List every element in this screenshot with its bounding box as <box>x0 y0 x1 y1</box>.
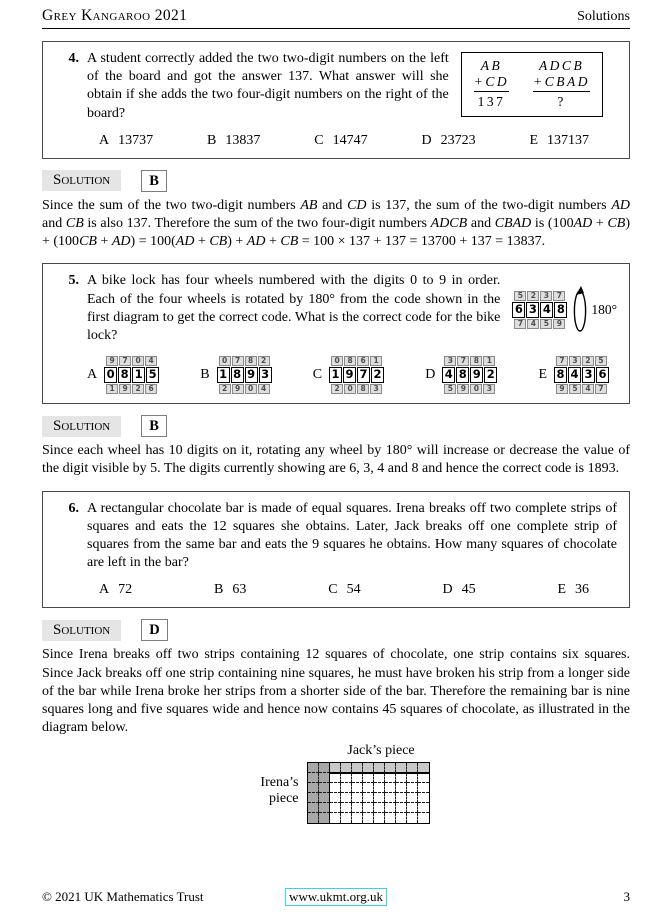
option-b: B 63 <box>214 582 247 598</box>
footer-link[interactable]: www.ukmt.org.uk <box>285 888 387 906</box>
bike-lock-figure <box>512 274 617 345</box>
addition-board <box>461 52 603 117</box>
option-c: C 0 8 6 1 1 9 7 2 2 0 8 3 <box>313 355 384 394</box>
option-c: C 54 <box>328 582 361 598</box>
option-d: D 3 7 8 1 4 8 9 2 5 9 0 3 <box>425 355 497 394</box>
question-6-text: A rectangular chocolate bar is made of equal squares. Irena breaks off two complete strips of squares and eats the 12 squares she obtains. Later, Jack breaks off one complete strip of squares from the same bar and eats the 9 squares he obtains. How many squares of chocolate are left in the bar? <box>87 500 617 571</box>
jack-piece-label: Jack’s piece <box>347 743 415 759</box>
solutions-label: Solutions <box>577 9 630 24</box>
option-b: B 0 7 8 2 1 8 9 3 2 9 0 4 <box>200 355 271 394</box>
option-a: A 13737 <box>99 132 154 148</box>
option-e: E 36 <box>557 582 589 598</box>
question-5-box <box>42 263 630 404</box>
option-a: A 9 7 0 4 0 8 1 5 1 9 2 6 <box>87 355 159 394</box>
page-header <box>42 0 630 29</box>
solution-5-row <box>42 415 630 437</box>
question-4-text: A student correctly added the two two-digit numbers on the left of the board and got the answer 137. What answer will she obtain if she adds the two four-digit numbers on the right of the board? <box>87 51 449 121</box>
question-5-options <box>53 355 617 394</box>
lock-option-e: 7 3 2 5 8 4 3 6 9 5 4 7 <box>554 355 609 394</box>
solution-5-paragraph: Since each wheel has 10 digits on it, rotating any wheel by 180° will increase or decrease the value of the digit visible by 5. The digits currently showing are 6, 3, 4 and 8 and hence the correct code is 1893. <box>42 443 630 477</box>
question-6-options <box>53 582 617 598</box>
lock-wheels: 5 2 3 7 6 3 4 8 7 4 5 9 <box>512 290 567 329</box>
rotation-angle-label: 180° <box>591 301 617 317</box>
irena-piece-label: Irena’s piece <box>260 774 299 806</box>
chocolate-diagram <box>42 743 630 824</box>
option-d: D 23723 <box>421 132 476 148</box>
board-sum-four-digit: ADCB +CBAD ? <box>533 58 590 109</box>
solution-6-paragraph: Since Irena breaks off two strips containing 12 squares of chocolate, one strip contains six squares. Since Jack breaks off one strip containing nine squares, he must have broken his strip from a longer side of the bar while Irena broke her strips from a shorter side of the bar. Therefore the remaining bar is nine squares long and five squares wide and hence now contains 45 squares of chocolate, as illustrated in the diagram below. <box>42 647 630 736</box>
lock-option-b: 0 7 8 2 1 8 9 3 2 9 0 4 <box>217 355 272 394</box>
question-6-box <box>42 491 630 609</box>
question-5-number: 5. <box>68 273 79 289</box>
option-e: E 7 3 2 5 8 4 3 6 9 5 4 7 <box>538 355 609 394</box>
solution-4-paragraph: Since the sum of the two two-digit numbers AB and CD is 137, the sum of the two-digit numbers AD and CB is also 137. Therefore the sum of the two four-digit numbers ADCB and CBAD is (100AD + CB) + (100CB + AD) = 100(AD + CB) + AD + CB = 100 × 137 + 137 = 13700 + 137 = 13837. <box>42 197 631 250</box>
option-c: C 14747 <box>314 132 368 148</box>
document-title: Grey Kangaroo 2021 <box>42 7 188 24</box>
lock-option-c: 0 8 6 1 1 9 7 2 2 0 8 3 <box>329 355 384 394</box>
question-4-box <box>42 41 630 159</box>
solution-label: Solution <box>42 170 121 191</box>
lock-option-d: 3 7 8 1 4 8 9 2 5 9 0 3 <box>442 355 497 394</box>
option-d: D 45 <box>442 582 476 598</box>
footer-copyright: © 2021 UK Mathematics Trust <box>42 889 204 904</box>
rotation-arrow-icon <box>572 286 589 334</box>
page-number: 3 <box>623 889 630 904</box>
board-sum-two-digit: AB +CD 137 <box>473 58 510 109</box>
solution-4-row <box>42 170 630 192</box>
question-4-number: 4. <box>68 51 79 66</box>
option-a: A 72 <box>99 582 133 598</box>
chocolate-grid <box>307 762 430 824</box>
option-b: B 13837 <box>207 132 261 148</box>
page-footer <box>42 889 630 905</box>
option-e: E 137137 <box>529 132 589 148</box>
lock-option-a: 9 7 0 4 0 8 1 5 1 9 2 6 <box>104 355 159 394</box>
solution-label: Solution <box>42 416 121 437</box>
solution-6-row <box>42 619 630 641</box>
solution-label: Solution <box>42 620 121 641</box>
solution-5-answer-badge: B <box>141 415 167 437</box>
solution-6-answer-badge: D <box>141 619 167 641</box>
question-4-options <box>53 133 617 149</box>
solution-4-answer-badge: B <box>141 170 167 192</box>
question-5-text: A bike lock has four wheels numbered with the digits 0 to 9 in order. Each of the four wheels is rotated by 180° from the code shown in the first diagram to get the correct code. What is the correct code for the bike lock? <box>87 273 501 344</box>
question-6-number: 6. <box>68 500 79 516</box>
